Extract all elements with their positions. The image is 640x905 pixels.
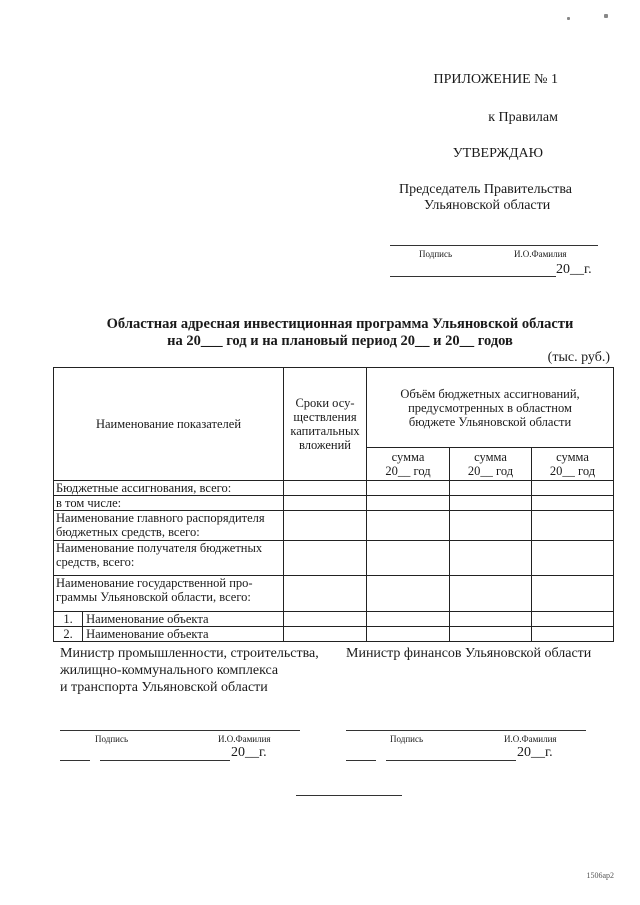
cell (450, 627, 532, 642)
sign-label: Подпись (419, 249, 453, 259)
cell (450, 541, 532, 576)
row-object-2-label: Наименование объекта (86, 627, 209, 641)
document-title-line2: на 20___ год и на плановый период 20__ и 20__ годов (167, 333, 513, 349)
cell (284, 612, 367, 627)
row-program-l2: граммы Ульяновской области, всего: (56, 590, 251, 604)
document-title-line1: Областная адресная инвестиционная программа Ульяновской области (106, 316, 574, 332)
year-label: 20__ год (385, 464, 431, 478)
row-total-label: Бюджетные ассигнования, всего: (54, 481, 284, 496)
left-signer-l3: и транспорта Ульяновской области (60, 680, 268, 695)
sum-label: сумма (474, 450, 507, 464)
header-terms (284, 368, 367, 481)
rules-ref: к Правилам (488, 110, 558, 125)
row-program-label (54, 576, 284, 612)
sum-label: сумма (556, 450, 589, 464)
cell (450, 481, 532, 496)
row-manager-label (54, 511, 284, 541)
position-line2: Ульяновской области (424, 198, 551, 213)
cell (450, 576, 532, 612)
investment-table (53, 367, 614, 642)
header-budget (367, 368, 614, 448)
terms-l4: вложений (298, 438, 351, 452)
row-program-l1: Наименование государственной про- (56, 576, 253, 590)
header-sum-3 (532, 448, 614, 481)
row-recipient-l2: средств, всего: (56, 555, 135, 569)
row-including-label: в том числе: (54, 496, 284, 511)
cell (284, 496, 367, 511)
right-signature-line (346, 730, 586, 731)
header-sum-2 (450, 448, 532, 481)
header-indicator-text: Наименование показателей (95, 417, 242, 431)
budget-l2: предусмотренных в областном (408, 400, 572, 415)
header-indicator-name (54, 368, 284, 481)
left-name-label: И.О.Фамилия (218, 734, 271, 744)
name-label: И.О.Фамилия (514, 249, 567, 259)
cell (284, 627, 367, 642)
year-label: 20__ год (549, 464, 596, 478)
left-signature-line (60, 730, 300, 731)
cell (367, 481, 450, 496)
right-name-label: И.О.Фамилия (504, 734, 557, 744)
approval-year: 20__г. (556, 262, 592, 277)
left-signer-l2: жилищно-коммунального комплекса (60, 663, 279, 678)
row-object-1-num: 1. (54, 612, 83, 626)
row-manager-l2: бюджетных средств, всего: (56, 525, 200, 539)
cell (367, 541, 450, 576)
cell (367, 627, 450, 642)
right-sign-label: Подпись (390, 734, 424, 744)
row-object-1-label: Наименование объекта (86, 612, 209, 626)
row-object-1 (54, 612, 284, 627)
year-label: 20__ год (467, 464, 514, 478)
cell (532, 496, 614, 511)
date-line (390, 276, 556, 277)
left-date-line-b (100, 760, 230, 761)
right-date-line-b (386, 760, 516, 761)
terms-l3: капитальных (290, 424, 360, 438)
signature-line (390, 245, 598, 246)
cell (367, 511, 450, 541)
scan-dot (567, 17, 570, 20)
cell (450, 612, 532, 627)
cell (532, 627, 614, 642)
cell (284, 511, 367, 541)
row-recipient-label (54, 541, 284, 576)
approve-heading: УТВЕРЖДАЮ (452, 146, 543, 161)
cell (532, 612, 614, 627)
cell (450, 511, 532, 541)
budget-l3: бюджете Ульяновской области (408, 414, 572, 429)
units-label: (тыс. руб.) (547, 350, 610, 365)
cell (532, 511, 614, 541)
cell (284, 541, 367, 576)
right-date-line-a (346, 760, 376, 761)
row-recipient-l1: Наименование получателя бюджетных (56, 541, 263, 555)
cell (450, 496, 532, 511)
cell (367, 496, 450, 511)
left-year: 20__г. (231, 745, 267, 760)
row-manager-l1: Наименование главного распорядителя (56, 511, 265, 525)
cell (367, 612, 450, 627)
left-signer-l1: Министр промышленности, строительства, (60, 646, 319, 661)
scan-dot (604, 14, 608, 18)
cell (532, 576, 614, 612)
right-year: 20__г. (517, 745, 553, 760)
cell (532, 541, 614, 576)
budget-l1: Объём бюджетных ассигнований, (400, 386, 580, 401)
cell (284, 481, 367, 496)
closing-rule (296, 795, 402, 796)
position-line1: Председатель Правительства (399, 182, 572, 197)
terms-l1: Сроки осу- (295, 396, 355, 410)
left-sign-label: Подпись (95, 734, 129, 744)
right-signer: Министр финансов Ульяновской области (346, 646, 592, 661)
cell (532, 481, 614, 496)
footer-code: 1506ap2 (586, 871, 614, 880)
cell (284, 576, 367, 612)
row-object-2-num: 2. (54, 627, 83, 641)
appendix-number: ПРИЛОЖЕНИЕ № 1 (433, 72, 558, 87)
header-sum-1 (367, 448, 450, 481)
sum-label: сумма (391, 450, 425, 464)
terms-l2: ществления (293, 410, 357, 424)
cell (367, 576, 450, 612)
row-object-2 (54, 627, 284, 642)
left-date-line-a (60, 760, 90, 761)
